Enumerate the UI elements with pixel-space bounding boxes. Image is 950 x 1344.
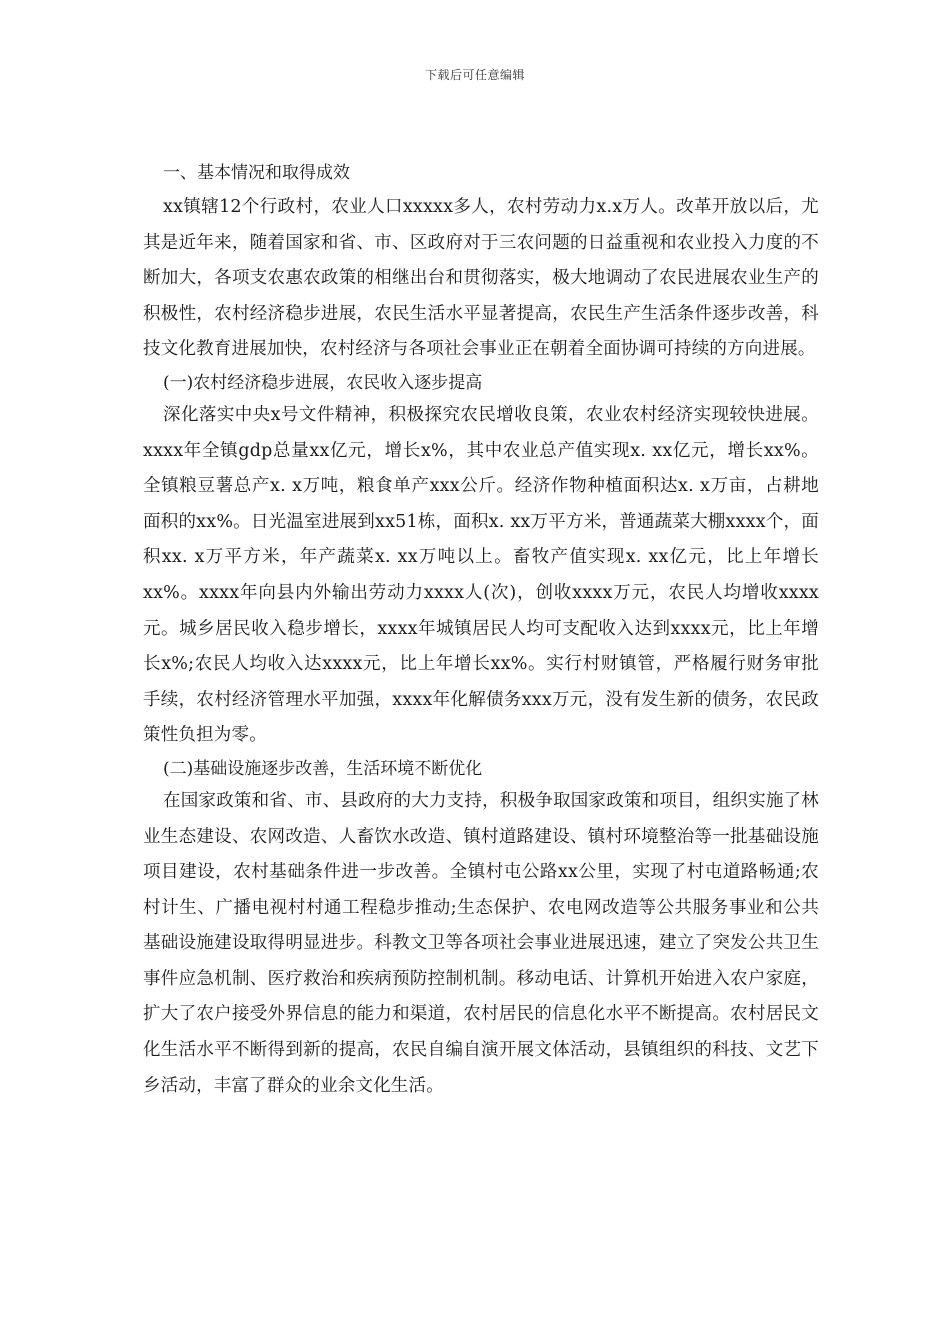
paragraph-overview: xx镇辖12个行政村，农业人口xxxxx多人，农村劳动力x.x万人。改革开放以后，尤其是近年来，随着国家和省、市、区政府对于三农问题的日益重视和农业投入力度的不断加大，各项支农惠农政策的相继出台和贯彻落实，极大地调动了农民进展农业生产的积极性，农村经济稳步进展，农民生活水平显著提高，农民生产生活条件逐步改善，科技文化教育进展加快，农村经济与各项社会事业正在朝着全面协调可持续的方向进展。 xyxy=(143,197,819,360)
subheading-rural-economy: (一)农村经济稳步进展，农民收入逐步提高 xyxy=(163,372,483,393)
paragraph-infrastructure: 在国家政策和省、市、县政府的大力支持，积极争取国家政策和项目，组织实施了林业生态建设、农网改造、人畜饮水改造、镇村道路建设、镇村环境整治等一批基础设施项目建设，农村基础条件进一步改善。全镇村屯公路xx公里，实现了村屯道路畅通;农村计生、广播电视村村通工程稳步推动;生态保护、农电网改造等公共服务事业和公共基础设施建设取得明显进步。科教文卫等各项社会事业进展迅速，建立了突发公共卫生事件应急机制、医疗救治和疾病预防控制机制。移动电话、计算机开始进入农户家庭，扩大了农户接受外界信息的能力和渠道，农村居民的信息化水平不断提高。农村居民文化生活水平不断得到新的提高，农民自编自演开展文体活动，县镇组织的科技、文艺下乡活动，丰富了群众的业余文化生活。 xyxy=(143,790,819,1096)
paragraph-rural-economy: 深化落实中央x号文件精神，积极探究农民增收良策，农业农村经济实现较快进展。xxxx年全镇gdp总量xx亿元，增长x%，其中农业总产值实现x. xx亿元，增长xx%。全镇粮豆薯总产x. x万吨，粮食单产xxx公斤。经济作物种植面积达x. x万亩，占耕地面积的xx%。日光温室进展到xx51栋，面积x. xx万平方米，普通蔬菜大棚xxxx个，面积xx. x万平方米，年产蔬菜x. xx万吨以上。畜牧产值实现x. xx亿元，比上年增长xx%。xxxx年向县内外输出劳动力xxxx人(次)，创收xxxx万元，农民人均增收xxxx元。城乡居民收入稳步增长，xxxx年城镇居民人均可支配收入达到xxxx元，比上年增长x%;农民人均收入达xxxx元，比上年增长xx%。实行村财镇管，严格履行财务审批手续，农村经济管理水平加强，xxxx年化解债务xxx万元，没有发生新的债务，农民政策性负担为零。 xyxy=(143,404,819,746)
subheading-infrastructure: (二)基础设施逐步改善，生活环境不断优化 xyxy=(163,758,483,779)
section-heading-basic-situation: 一、基本情况和取得成效 xyxy=(163,163,350,183)
page-header: 下载后可任意编辑 xyxy=(424,68,525,82)
document-body xyxy=(143,158,819,1104)
